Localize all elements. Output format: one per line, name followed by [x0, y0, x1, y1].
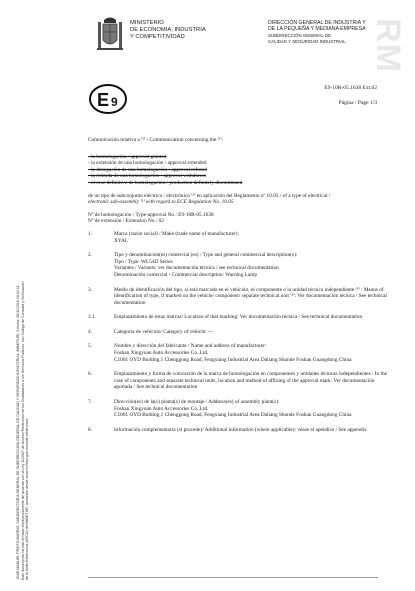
- item-text: C1001 OYD Bulding,1 Chenggong Road, Fengxiang Industrial Area Daliang Shunde Foshan Guangdong China: [114, 412, 352, 419]
- subject-line: de un tipo de subconjunto eléctrico / electrónico ⁽¹⁾ en aplicación del Reglamento nº 10.05 / of a type of electrical /: [88, 192, 331, 199]
- option-approval-granted: - la homologación / approval granted: [88, 153, 167, 160]
- item-text: Información complementaria (si procede)/ Additional information (where applicable): véase el apéndice / See appendix: [114, 426, 367, 433]
- option-approval-extended: - la extensión de una homologación / approval extended: [88, 160, 207, 167]
- communication-heading: Comunicación relativa a ⁽¹⁾ / Communication concerning the ⁽¹⁾:: [88, 137, 224, 143]
- signature-strip-text: [16, 40, 30, 580]
- directorate-line: DIRECCIÓN GENERAL DE INDUSTRIA Y: [268, 20, 366, 26]
- item-marking-location: [88, 314, 388, 321]
- option-production-discontinued: - el cese definitivo de homologación / production definitely discontinued: [88, 179, 243, 186]
- item-number: 7.: [88, 399, 92, 406]
- item-text: Categoría de vehículo/ Category of vehicle: ---: [114, 328, 214, 335]
- page-number: Página / Page 1/3: [338, 100, 377, 106]
- item-text: Dirección(es) de la(s) planta(s) de montaje / Address(es) of assembly plant(s):: [114, 399, 280, 406]
- e-mark-number: 9: [111, 95, 118, 109]
- item-text: Tipo y denominación(es) comercial (es) / Type and general commercial description(s):: [114, 252, 298, 259]
- item-number: 1.: [88, 230, 92, 237]
- item-vehicle-category: [88, 329, 388, 336]
- item-text: Foshan Xingyuan Auto Accessories Co.,Ltd.: [114, 405, 209, 412]
- item-text: Nombre y dirección del fabricante / Name and address of manufacturer:: [114, 343, 267, 350]
- item-text: Emplazamiento de estas marcas/ Location of that marking: Ver documentación técnica / See technical documentation: [114, 314, 363, 321]
- item-number: 3.: [88, 286, 92, 293]
- item-text: Variantes / Variants: ver documentación técnica / see technical documentation: [114, 265, 279, 272]
- extension-number: Nº de extensión / Extension No.: 02: [88, 218, 164, 225]
- communication-options: [88, 154, 388, 187]
- directorate-line: DE LA PEQUEÑA Y MEDIANA EMPRESA: [268, 26, 366, 33]
- item-text: Tipo / Type: WL54D Series: [114, 258, 173, 265]
- item-text: Marca (razón social) / Make (trade name of manufacturer):: [114, 230, 239, 237]
- type-approval-number: Nº de homologación / Type-approval No.: E9-10R-05.1638: [88, 211, 214, 218]
- item-number: 2.: [88, 252, 92, 259]
- item-number: 5.: [88, 343, 92, 350]
- signature-strip: [2, 40, 30, 580]
- item-text: Emplazamiento y forma de colocación de la marca de homologación en componentes y unidades técnicas independientes / In the case of components and separate technical units, location and method of affixing of the approval mark: Ver documentación aportada / See technical documentation: [114, 371, 387, 391]
- coat-of-arms-icon: [95, 14, 125, 52]
- signature-line: de la Sede Electronica (ARCO) del MINETUR, accesible desde www.minetur.gob.es/sede-electronica: [25, 418, 30, 580]
- item-number: 8.: [88, 426, 92, 433]
- document-body: [88, 137, 388, 441]
- ministry-name: [130, 20, 206, 40]
- item-make: [88, 231, 388, 244]
- item-text: Medio de identificación del tipo, si está marcado en el vehículo, el componente o la unidad técnica independiente ⁽¹⁾ / Means of identification of type, if marked on the vehicle/ component/ separate technical unit ⁽¹⁾: Ver documentación técnica / See technical documentation: [114, 286, 387, 306]
- e-mark-letter: E: [97, 90, 110, 110]
- item-text: C1001 OYD Bulding,1 Chenggong Road, Fengxiang Industrial Area Daliang Shunde Foshan Guangdong China: [114, 356, 352, 363]
- subject-statement: [88, 193, 388, 206]
- subject-line: electronic sub-assembly ⁽¹⁾ with regard to ECE Regulation No. 10.05: [88, 199, 234, 206]
- signature-line: JOSE MANUEL PRIETO BARRIO, SUBDIRECTOR/A GENERAL DE SUBDIRECCION GENERAL DE CALIDAD Y SEGURIDAD INDUSTRIAL (MINETUR), A fecha: 08/11/2016 18:02:11: [16, 285, 20, 580]
- item-number: 3.1.: [88, 314, 96, 321]
- approval-numbers: [88, 212, 388, 225]
- item-text: Denominación comercial / Commercial description: Warning Lamp: [114, 271, 258, 278]
- option-approval-withdrawn: - la retirada de una homologación / approval withdrawn: [88, 173, 206, 180]
- item-additional-info: [88, 427, 388, 434]
- ministry-line: Y COMPETITIVIDAD: [130, 33, 185, 40]
- item-type: [88, 252, 388, 278]
- directorate-name: [268, 20, 388, 44]
- item-approval-mark-location: [88, 371, 388, 391]
- subdirectorate-line: SUBDIRECCIÓN GENERAL DE: [268, 33, 332, 39]
- item-assembly-plant: [88, 399, 388, 419]
- watermark-text: RM: [369, 18, 408, 73]
- item-text: XYAL: [114, 237, 129, 244]
- footer-divider: [88, 577, 378, 578]
- ministry-line: MINISTERIO: [130, 20, 164, 26]
- ministry-line: DE ECONOMIA, INDUSTRIA: [130, 26, 206, 33]
- approval-reference: E9-10R-05.1638 Ext.02: [324, 85, 377, 91]
- e-mark-logo: [88, 83, 128, 115]
- item-number: 4.: [88, 328, 92, 335]
- subdirectorate-line: CALIDAD Y SEGURIDAD INDUSTRIAL: [268, 38, 346, 44]
- item-identification: [88, 287, 388, 307]
- subdirectorate-name: [268, 33, 388, 44]
- option-approval-refused: - la denegación de una homologación / approval refused: [88, 166, 207, 173]
- item-text: Foshan Xingyuan Auto Accessories Co.,Ltd.: [114, 350, 209, 357]
- signature-line: Este documento ha sido firmado electronicamente de acuerdo con la Ley 11/2007 de Acceso Electronico de los Ciudadanos a los Servicios Publicos, con Código de Consulta y Verificación:: [20, 280, 25, 580]
- item-manufacturer: [88, 343, 388, 363]
- item-number: 6.: [88, 371, 92, 378]
